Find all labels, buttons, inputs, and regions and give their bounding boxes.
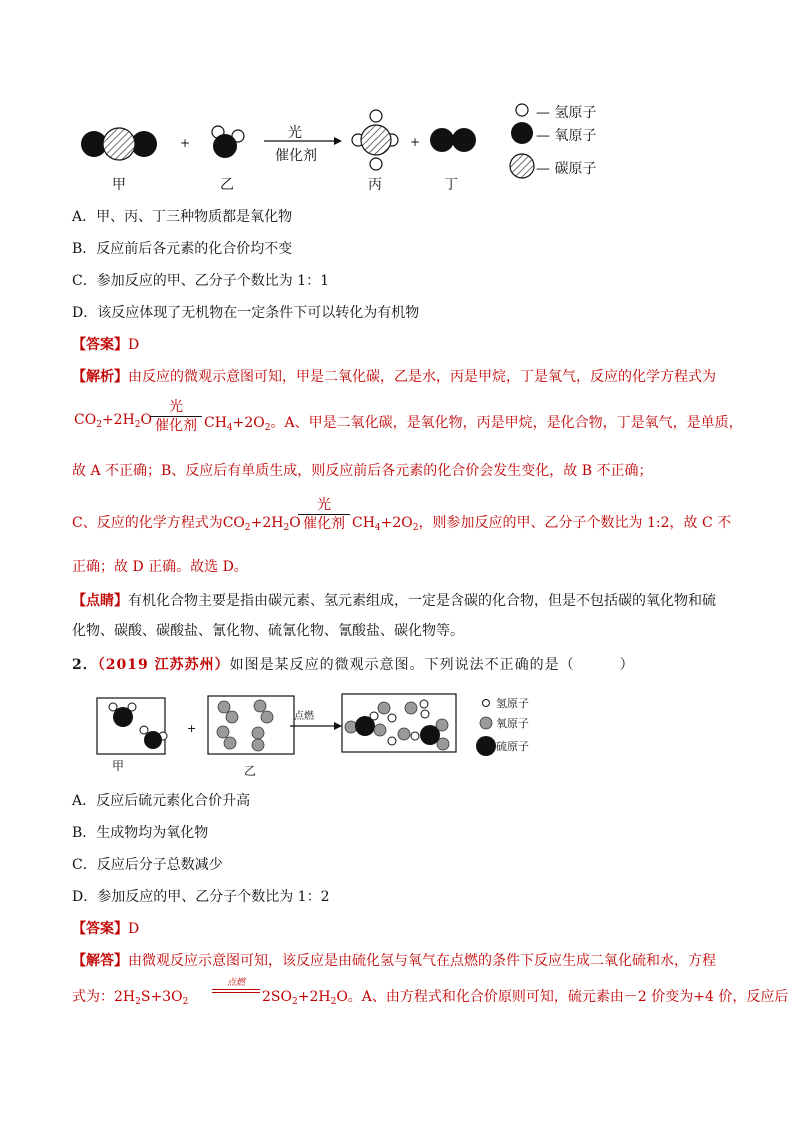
molecule-jia [81,128,157,160]
molecule-ding [430,128,476,152]
q2-analysis-text: 由微观反应示意图可知，该反应是由硫化氢与氧气在点燃的条件下反应生成二氧化硫和水，方程 [128,953,716,969]
analysis-tag: 【解析】 [72,369,128,385]
eq-cond-top: 光 [169,399,183,415]
q2-stem [72,656,635,674]
eq2-cond-top: 光 [317,497,331,513]
arrow-condition-bottom: 催化剂 [275,148,317,164]
q1-option-c: C．参加反应的甲、乙分子个数比为 1：1 [72,273,329,289]
eq2-cond-bottom: 催化剂 [303,516,345,532]
q2-source: （2019 江苏苏州） [97,657,230,673]
q1-equation-2-right: $CH_4+2O_2$，则参加反应的甲、乙分子个数比为 1:2，故 C 不 [352,515,732,533]
q2-stem-text: 如图是某反应的微观示意图。下列说法不正确的是（ ） [229,657,635,673]
analysis-line-4-rest: ，则参加反应的甲、乙分子个数比为 1:2，故 C 不 [418,515,732,531]
q1-answer [72,336,139,354]
point-tag: 【点睛】 [72,593,128,609]
eq-cond-bottom: 催化剂 [155,418,197,434]
legend-symbols [510,104,534,178]
analysis-line-2-rest: 。A、甲是二氧化碳，是氧化物，丙是甲烷，是化合物，丁是氧气，是单质， [270,415,743,431]
label-bing: 丙 [368,177,382,193]
q1-equation-2-condition [298,496,350,533]
svg-text:+: + [187,722,197,735]
reaction-arrow [264,137,342,145]
legend-carbon: — 碳原子 [536,161,597,177]
q1-analysis-line-1 [72,368,716,386]
analysis-line-4-start: C、反应的化学方程式为 [72,515,223,531]
q1-option-d: D．该反应体现了无机物在一定条件下可以转化为有机物 [72,305,420,321]
point-text: 有机化合物主要是指由碳元素、氢元素组成，一定是含碳的化合物，但是不包括碳的氧化物和硫 [128,593,716,609]
q1-option-a: A．甲、丙、丁三种物质都是氧化物 [72,209,293,225]
label-ding: 丁 [444,177,458,193]
q2-option-c: C．反应后分子总数减少 [72,857,223,873]
q1-equation-1-right: $CH_4+2O_2$。A、甲是二氧化碳，是氧化物，丙是甲烷，是化合物，丁是氧气，是单质， [204,415,743,433]
analysis-text: 由反应的微观示意图可知，甲是二氧化碳，乙是水，丙是甲烷，丁是氧气，反应的化学方程式为 [128,369,716,385]
fig2-legend-symbols [476,700,496,757]
fig2-legend-hydrogen: 氢原子 [496,697,529,710]
q2-option-b: B．生成物均为氧化物 [72,825,209,841]
q2-analysis-line-2-start: 式为： [72,989,114,1005]
fig2-arrow-condition: 点燃 [294,711,314,722]
q1-analysis-line-3: 故 A 不正确；B、反应后有单质生成，则反应前后各元素的化合价会发生变化，故 B 不正确； [72,463,653,479]
answer-value: D [128,337,140,353]
label-yi: 乙 [220,177,234,193]
q2-equation-condition [212,978,260,993]
q2-answer [72,920,139,938]
arrow-condition-top: 光 [288,125,302,141]
legend-hydrogen: — 氢原子 [536,105,597,121]
fig2-legend-sulfur: 硫原子 [496,740,529,753]
fig2-legend-oxygen: 氧原子 [496,717,529,730]
q2-analysis-line-2: 式为：$2H_2S+3O_2$ [72,989,189,1007]
q1-equation-1-condition [150,398,202,435]
answer-tag: 【答案】 [72,337,128,353]
q2-option-a: A．反应后硫元素化合价升高 [72,793,251,809]
legend-oxygen: — 氧原子 [536,128,597,144]
fig2-label-jia: 甲 [112,759,125,773]
q2-option-d: D．参加反应的甲、乙分子个数比为 1：2 [72,889,330,905]
q2-answer-value: D [128,921,140,937]
label-jia: 甲 [112,177,126,193]
q1-equation-1-left: $CO_2+2H_2O$ [74,412,153,430]
q1-point-line-2: 化物、碳酸、碳酸盐、氰化物、硫氰化物、氰酸盐、碳化物等。 [72,623,464,639]
q2-equation-right: $2SO_2+2H_2O$。A、由方程式和化合价原则可知，硫元素由－2 价变为+4 价，反应后 [262,989,789,1007]
q2-eq-cond-text: 点燃 [226,978,245,988]
q1-option-b: B．反应前后各元素的化合价均不变 [72,241,293,257]
molecule-bing [352,110,398,170]
plus-sign-2: + [410,135,421,149]
q2-analysis-line-2-rest: 。A、由方程式和化合价原则可知，硫元素由－2 价变为+4 价，反应后 [347,989,789,1005]
q2-analysis-tag: 【解答】 [72,953,128,969]
q1-point-line-1 [72,592,716,610]
q1-analysis-line-5: 正确；故 D 正确。故选 D。 [72,559,248,575]
q2-answer-tag: 【答案】 [72,921,128,937]
q2-analysis-line-1 [72,952,716,970]
q2-number: 2． [72,657,98,673]
plus-sign-1: + [180,136,191,150]
fig2-label-yi: 乙 [244,764,257,778]
q1-analysis-line-4: C、反应的化学方程式为$CO_2+2H_2O$ [72,515,301,533]
molecule-yi [212,126,244,158]
